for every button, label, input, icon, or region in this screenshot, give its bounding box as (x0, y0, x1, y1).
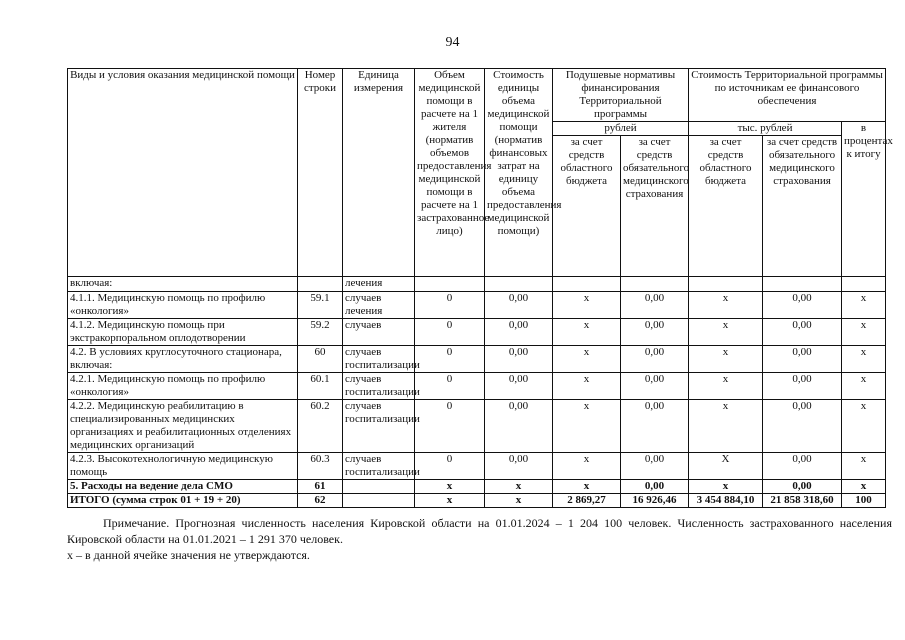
row-cost-budget: x (689, 346, 763, 373)
table-row-total (68, 494, 886, 508)
row-volume: 0 (415, 319, 485, 346)
note-population: Примечание. Прогнозная численность населения Кировской области на 01.01.2024 – 1 204 100 человек. Численность застрахованного населения Кировской области на 01.01.2021 – 1 291 370 человек. (67, 516, 892, 546)
row-cost-budget (689, 277, 763, 292)
row-per-capita-oms: 0,00 (621, 373, 689, 400)
row-per-capita-oms: 0,00 (621, 346, 689, 373)
row-percent: x (842, 400, 886, 453)
row-volume: 0 (415, 400, 485, 453)
row-per-capita-oms: 0,00 (621, 292, 689, 319)
row-cost-budget: x (689, 480, 763, 494)
row-unit (343, 480, 415, 494)
row-cost-budget: X (689, 453, 763, 480)
row-cost-oms: 0,00 (763, 400, 842, 453)
row-unit-cost: 0,00 (485, 400, 553, 453)
row-number (298, 277, 343, 292)
row-per-capita-budget: x (553, 480, 621, 494)
table-row (68, 292, 886, 319)
row-cost-oms (763, 277, 842, 292)
row-per-capita-oms: 0,00 (621, 453, 689, 480)
row-number: 59.2 (298, 319, 343, 346)
table-row (68, 277, 886, 292)
table-row (68, 453, 886, 480)
header-per-capita: Подушевые нормативы финансирования Территориальной программы (553, 69, 689, 122)
table-row (68, 319, 886, 346)
table-row (68, 400, 886, 453)
row-volume: x (415, 480, 485, 494)
row-per-capita-budget: x (553, 453, 621, 480)
row-number: 60.2 (298, 400, 343, 453)
header-service-type: Виды и условия оказания медицинской помощи (68, 69, 298, 277)
row-name: 4.2.1. Медицинскую помощь по профилю «онкология» (68, 373, 298, 400)
row-unit-cost: 0,00 (485, 373, 553, 400)
header-percent: в процентах к итогу (842, 122, 886, 277)
row-unit-cost (485, 277, 553, 292)
header-program-cost: Стоимость Территориальной программы по источникам ее финансового обеспечения (689, 69, 886, 122)
header-thousand-rubles: тыс. рублей (689, 122, 842, 136)
row-per-capita-oms: 0,00 (621, 400, 689, 453)
row-number: 59.1 (298, 292, 343, 319)
row-per-capita-oms: 16 926,46 (621, 494, 689, 508)
header-regional-budget: за счет средств областного бюджета (689, 136, 763, 277)
row-percent: x (842, 453, 886, 480)
row-cost-oms: 0,00 (763, 346, 842, 373)
header-rubles: рублей (553, 122, 689, 136)
row-volume: 0 (415, 346, 485, 373)
row-per-capita-oms: 0,00 (621, 319, 689, 346)
note-legend: х – в данной ячейке значения не утверждаются. (67, 548, 310, 562)
header-regional-budget: за счет средств областного бюджета (553, 136, 621, 277)
row-per-capita-budget: x (553, 346, 621, 373)
row-unit-cost: x (485, 494, 553, 508)
row-unit-cost: 0,00 (485, 292, 553, 319)
row-per-capita-budget: x (553, 319, 621, 346)
row-percent: x (842, 480, 886, 494)
row-cost-budget: x (689, 373, 763, 400)
row-cost-oms: 0,00 (763, 373, 842, 400)
row-per-capita-budget (553, 277, 621, 292)
row-name: 4.2.3. Высокотехнологичную медицинскую помощь (68, 453, 298, 480)
row-cost-budget: x (689, 319, 763, 346)
row-name: 4.1.2. Медицинскую помощь при экстракорпоральном оплодотворении (68, 319, 298, 346)
table-row (68, 373, 886, 400)
row-name: 4.2. В условиях круглосуточного стационара, включая: (68, 346, 298, 373)
row-unit-cost: 0,00 (485, 453, 553, 480)
row-per-capita-budget: x (553, 373, 621, 400)
row-unit: случаев госпитализации (343, 400, 415, 453)
row-percent: x (842, 346, 886, 373)
row-unit-cost: 0,00 (485, 319, 553, 346)
row-number: 61 (298, 480, 343, 494)
row-volume: x (415, 494, 485, 508)
row-cost-oms: 0,00 (763, 480, 842, 494)
page-number: 94 (445, 35, 460, 50)
row-per-capita-budget: x (553, 292, 621, 319)
row-unit: случаев госпитализации (343, 453, 415, 480)
financing-table (67, 68, 893, 508)
row-cost-oms: 0,00 (763, 292, 842, 319)
row-cost-budget: 3 454 884,10 (689, 494, 763, 508)
row-cost-budget: x (689, 400, 763, 453)
row-cost-oms: 0,00 (763, 453, 842, 480)
row-volume: 0 (415, 373, 485, 400)
row-number: 60 (298, 346, 343, 373)
row-unit: случаев госпитализации (343, 346, 415, 373)
row-volume: 0 (415, 292, 485, 319)
row-cost-oms: 21 858 318,60 (763, 494, 842, 508)
row-unit-cost: x (485, 480, 553, 494)
row-percent: 100 (842, 494, 886, 508)
row-unit: случаев (343, 319, 415, 346)
row-number: 62 (298, 494, 343, 508)
table-row (68, 346, 886, 373)
row-percent: x (842, 373, 886, 400)
row-name: включая: (68, 277, 298, 292)
header-unit-cost: Стоимость единицы объема медицинской помощи (норматив финансовых затрат на единицу объема предоставления медицинской помощи) (485, 69, 553, 277)
header-row-number: Номер строки (298, 69, 343, 277)
row-name: 4.2.2. Медицинскую реабилитацию в специализированных медицинских организациях и реабилитационных отделениях медицинских организаций (68, 400, 298, 453)
row-cost-oms: 0,00 (763, 319, 842, 346)
row-name: 5. Расходы на ведение дела СМО (68, 480, 298, 494)
row-number: 60.3 (298, 453, 343, 480)
header-oms: за счет средств обязательного медицинского страхования (763, 136, 842, 277)
row-unit-cost: 0,00 (485, 346, 553, 373)
row-per-capita-budget: x (553, 400, 621, 453)
row-volume: 0 (415, 453, 485, 480)
row-percent (842, 277, 886, 292)
row-percent: x (842, 319, 886, 346)
row-per-capita-oms (621, 277, 689, 292)
row-per-capita-oms: 0,00 (621, 480, 689, 494)
header-oms: за счет средств обязательного медицинского страхования (621, 136, 689, 277)
header-volume: Объем медицинской помощи в расчете на 1 жителя (норматив объемов предоставления медицинской помощи в расчете на 1 застрахованное лицо) (415, 69, 485, 277)
row-per-capita-budget: 2 869,27 (553, 494, 621, 508)
row-name: ИТОГО (сумма строк 01 + 19 + 20) (68, 494, 298, 508)
row-cost-budget: x (689, 292, 763, 319)
table-row-smo (68, 480, 886, 494)
row-unit (343, 494, 415, 508)
row-percent: x (842, 292, 886, 319)
row-name: 4.1.1. Медицинскую помощь по профилю «онкология» (68, 292, 298, 319)
row-number: 60.1 (298, 373, 343, 400)
row-unit: лечения (343, 277, 415, 292)
header-unit: Единица измерения (343, 69, 415, 277)
row-unit: случаев госпитализации (343, 373, 415, 400)
row-volume (415, 277, 485, 292)
row-unit: случаев лечения (343, 292, 415, 319)
